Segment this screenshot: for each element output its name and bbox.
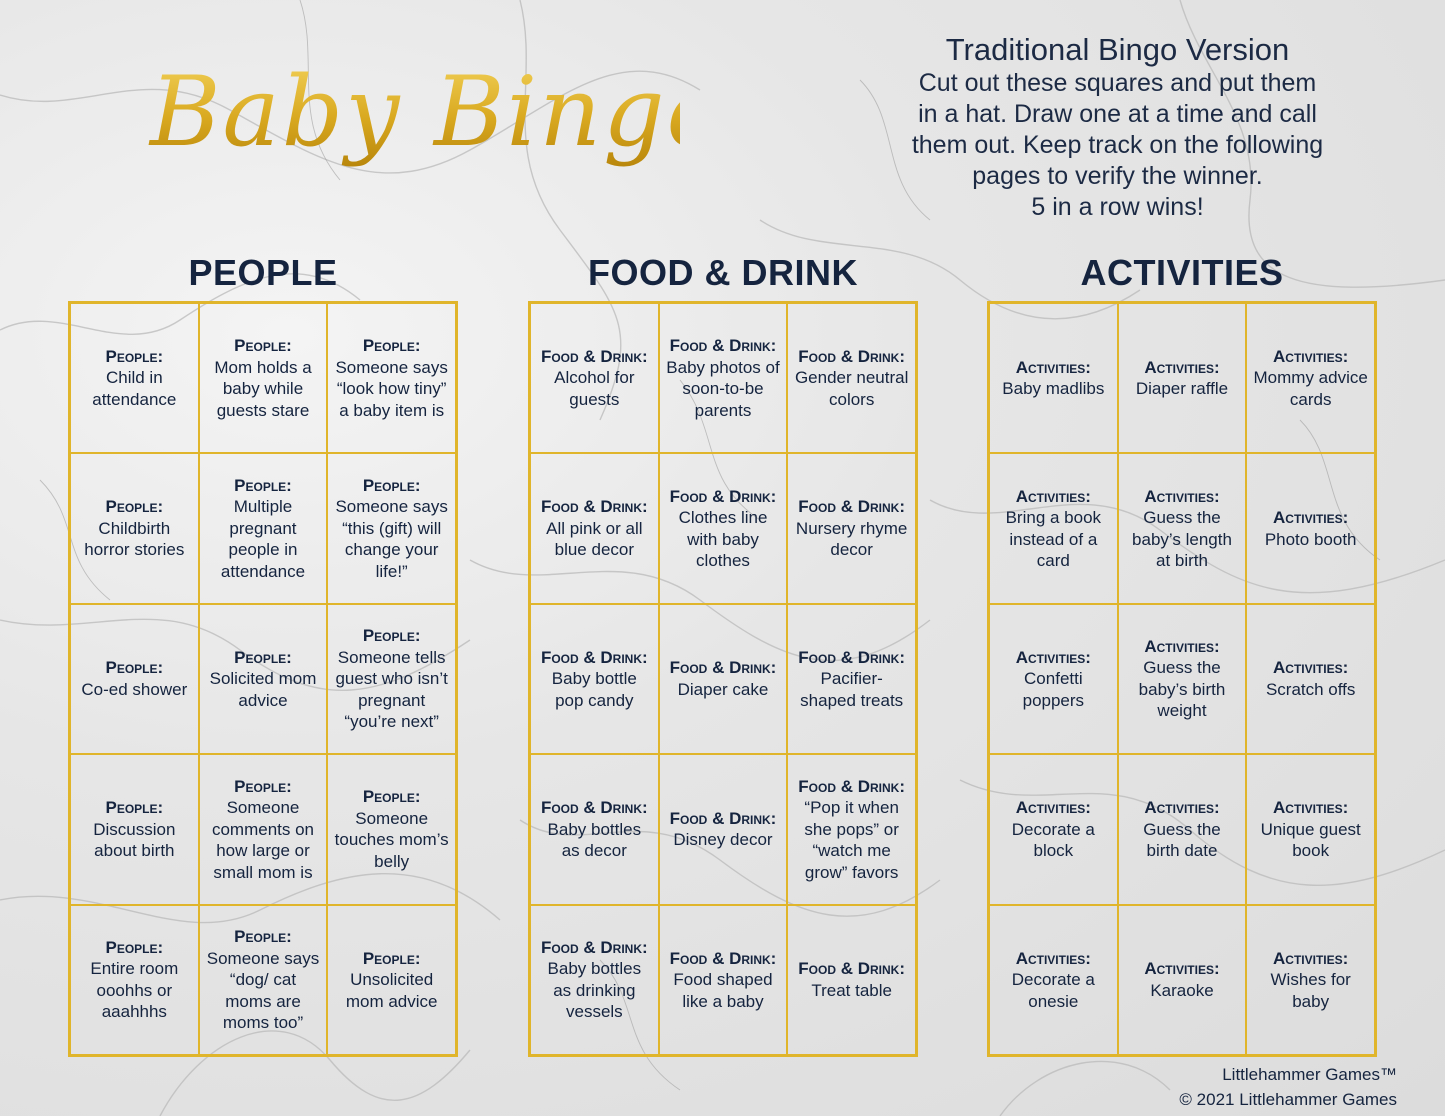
square-text: Guess the baby’s birth weight <box>1138 658 1226 721</box>
square-text: Treat table <box>811 980 892 1000</box>
bingo-square <box>989 604 1118 754</box>
instructions-line: them out. Keep track on the following <box>911 131 1324 159</box>
instructions-line: 5 in a row wins! <box>1031 193 1204 221</box>
title-text: Baby Bingo <box>150 56 680 168</box>
square-text: Clothes line with baby clothes <box>678 508 768 571</box>
square-text: Mom holds a baby while guests stare <box>214 357 312 420</box>
bingo-square <box>530 604 659 754</box>
square-category: People: <box>105 937 164 957</box>
bingo-square <box>1118 303 1247 453</box>
square-category: People: <box>234 647 292 667</box>
footer <box>1179 1062 1397 1112</box>
bingo-square <box>327 754 456 904</box>
bingo-square <box>1118 754 1247 904</box>
bingo-square <box>1246 754 1375 904</box>
bingo-square <box>1246 604 1375 754</box>
square-category: People: <box>362 948 421 968</box>
square-category: Food & Drink: <box>540 937 648 957</box>
section-title-activities: ACTIVITIES <box>1080 252 1284 293</box>
bingo-square <box>70 303 199 453</box>
square-category: Food & Drink: <box>798 647 906 667</box>
square-category: Activities: <box>1144 357 1220 377</box>
bingo-square <box>1118 453 1247 603</box>
square-category: Activities: <box>1273 948 1349 968</box>
square-category: Food & Drink: <box>798 346 906 366</box>
square-category: Food & Drink: <box>669 948 777 968</box>
bingo-square <box>327 453 456 603</box>
bingo-square <box>327 303 456 453</box>
bingo-square <box>199 604 328 754</box>
square-text: Someone says “look how tiny” a baby item is <box>335 357 448 420</box>
bingo-square <box>530 453 659 603</box>
square-text: Someone touches mom’s belly <box>334 808 449 871</box>
square-text: Unsolicited mom advice <box>345 970 438 1011</box>
bingo-square <box>530 905 659 1055</box>
square-text: Baby bottles as drinking vessels <box>547 959 642 1022</box>
square-text: Someone says “this (gift) will change your life!” <box>335 497 448 581</box>
square-text: Diaper raffle <box>1135 379 1229 399</box>
square-text: Decorate a onesie <box>1011 970 1095 1011</box>
bingo-square <box>989 905 1118 1055</box>
bingo-square <box>989 303 1118 453</box>
square-text: Unique guest book <box>1260 819 1361 861</box>
bingo-square <box>659 303 788 453</box>
bingo-square <box>787 604 916 754</box>
square-category: People: <box>105 346 164 366</box>
square-category: Food & Drink: <box>669 336 777 356</box>
square-text: “Pop it when she pops” or “watch me grow” favors <box>804 798 899 882</box>
bingo-square <box>1246 905 1375 1055</box>
square-category: Activities: <box>1015 647 1091 667</box>
square-category: People: <box>362 787 421 807</box>
square-text: Baby bottle pop candy <box>551 669 637 710</box>
square-text: Wishes for baby <box>1270 970 1351 1011</box>
square-category: Food & Drink: <box>798 959 906 979</box>
bingo-square <box>1118 905 1247 1055</box>
square-category: Food & Drink: <box>669 808 777 828</box>
square-category: People: <box>362 336 421 356</box>
bingo-square <box>327 905 456 1055</box>
square-category: Activities: <box>1015 948 1091 968</box>
square-category: Activities: <box>1015 357 1091 377</box>
square-category: Food & Drink: <box>798 776 906 796</box>
bingo-square <box>659 754 788 904</box>
square-category: People: <box>105 497 164 517</box>
square-category: Activities: <box>1273 508 1349 528</box>
square-text: Discussion about birth <box>93 819 176 861</box>
square-category: People: <box>234 927 292 947</box>
bingo-square <box>199 905 328 1055</box>
bingo-square <box>659 604 788 754</box>
bingo-square <box>787 905 916 1055</box>
square-text: Entire room ooohhs or aaahhhs <box>90 959 179 1022</box>
page-title <box>120 30 680 220</box>
bingo-square <box>70 604 199 754</box>
bingo-square <box>199 453 328 603</box>
bingo-square <box>530 754 659 904</box>
bingo-square <box>787 754 916 904</box>
bingo-square <box>199 303 328 453</box>
square-text: Baby madlibs <box>1002 379 1105 399</box>
square-category: Activities: <box>1273 798 1349 818</box>
square-category: Activities: <box>1144 798 1220 818</box>
instructions-line: Cut out these squares and put them <box>918 69 1317 97</box>
square-text: Child in attendance <box>92 368 177 409</box>
bingo-square <box>659 905 788 1055</box>
bingo-square <box>199 754 328 904</box>
square-text: Guess the baby’s length at birth <box>1132 508 1232 571</box>
square-text: Food shaped like a baby <box>673 970 773 1011</box>
food-drink-grid <box>528 301 918 1057</box>
people-grid <box>68 301 458 1057</box>
square-text: Multiple pregnant people in attendance <box>220 497 306 581</box>
instructions <box>880 32 1355 223</box>
bingo-square <box>1246 303 1375 453</box>
square-category: People: <box>234 336 292 356</box>
instructions-line: pages to verify the winner. <box>972 162 1263 190</box>
square-category: Activities: <box>1015 486 1091 506</box>
instructions-heading: Traditional Bingo Version <box>945 32 1290 67</box>
square-text: Decorate a block <box>1011 819 1095 861</box>
square-category: Food & Drink: <box>540 346 648 366</box>
square-text: Bring a book instead of a card <box>1005 508 1102 571</box>
section-title-people: PEOPLE <box>188 252 338 293</box>
footer-copyright: © 2021 Littlehammer Games <box>1179 1090 1397 1109</box>
square-text: Gender neutral colors <box>794 368 909 409</box>
square-category: People: <box>105 658 164 678</box>
bingo-square <box>659 453 788 603</box>
square-category: People: <box>105 798 164 818</box>
square-category: Activities: <box>1144 636 1220 656</box>
square-category: People: <box>234 475 292 495</box>
square-category: Activities: <box>1015 798 1091 818</box>
bingo-square <box>70 754 199 904</box>
square-text: Diaper cake <box>677 679 769 699</box>
bingo-square <box>530 303 659 453</box>
square-category: People: <box>362 475 421 495</box>
square-text: Alcohol for guests <box>554 368 635 409</box>
square-category: People: <box>362 626 421 646</box>
activities-grid <box>987 301 1377 1057</box>
square-text: Pacifier-shaped treats <box>800 669 904 710</box>
square-category: Activities: <box>1273 658 1349 678</box>
bingo-square <box>327 604 456 754</box>
square-text: Nursery rhyme decor <box>795 518 908 560</box>
square-text: Baby bottles as decor <box>547 819 642 861</box>
square-category: Food & Drink: <box>540 497 648 517</box>
square-text: Disney decor <box>673 830 773 850</box>
square-text: Photo booth <box>1264 529 1357 549</box>
square-category: Food & Drink: <box>798 497 906 517</box>
square-text: Solicited mom advice <box>209 669 317 710</box>
square-category: Activities: <box>1144 959 1220 979</box>
bingo-square <box>70 453 199 603</box>
bingo-square <box>1246 453 1375 603</box>
square-category: Food & Drink: <box>669 486 777 506</box>
square-text: Someone comments on how large or small mom is <box>211 798 315 882</box>
square-text: Childbirth horror stories <box>84 518 185 560</box>
bingo-square <box>989 754 1118 904</box>
bingo-square <box>70 905 199 1055</box>
square-category: Food & Drink: <box>669 658 777 678</box>
square-category: Food & Drink: <box>540 647 648 667</box>
square-text: Scratch offs <box>1265 679 1356 699</box>
bingo-square <box>1118 604 1247 754</box>
section-title-food-drink: FOOD & DRINK <box>588 252 858 293</box>
square-text: Co-ed shower <box>81 679 188 699</box>
square-text: Baby photos of soon-to-be parents <box>666 357 780 420</box>
square-category: Food & Drink: <box>540 798 648 818</box>
square-text: Someone says “dog/ cat moms are moms too” <box>206 948 320 1033</box>
square-text: Guess the birth date <box>1143 819 1221 861</box>
square-text: All pink or all blue decor <box>546 518 643 560</box>
square-category: Activities: <box>1273 346 1349 366</box>
square-text: Confetti poppers <box>1022 669 1085 710</box>
square-text: Mommy advice cards <box>1253 368 1368 409</box>
bingo-square <box>989 453 1118 603</box>
instructions-line: in a hat. Draw one at a time and call <box>918 100 1317 128</box>
square-text: Someone tells guest who isn’t pregnant “you’re next” <box>335 647 448 732</box>
square-text: Karaoke <box>1150 980 1214 1000</box>
square-category: Activities: <box>1144 486 1220 506</box>
bingo-square <box>787 303 916 453</box>
square-category: People: <box>234 776 292 796</box>
footer-brand: Littlehammer Games™ <box>1222 1065 1397 1084</box>
bingo-square <box>787 453 916 603</box>
